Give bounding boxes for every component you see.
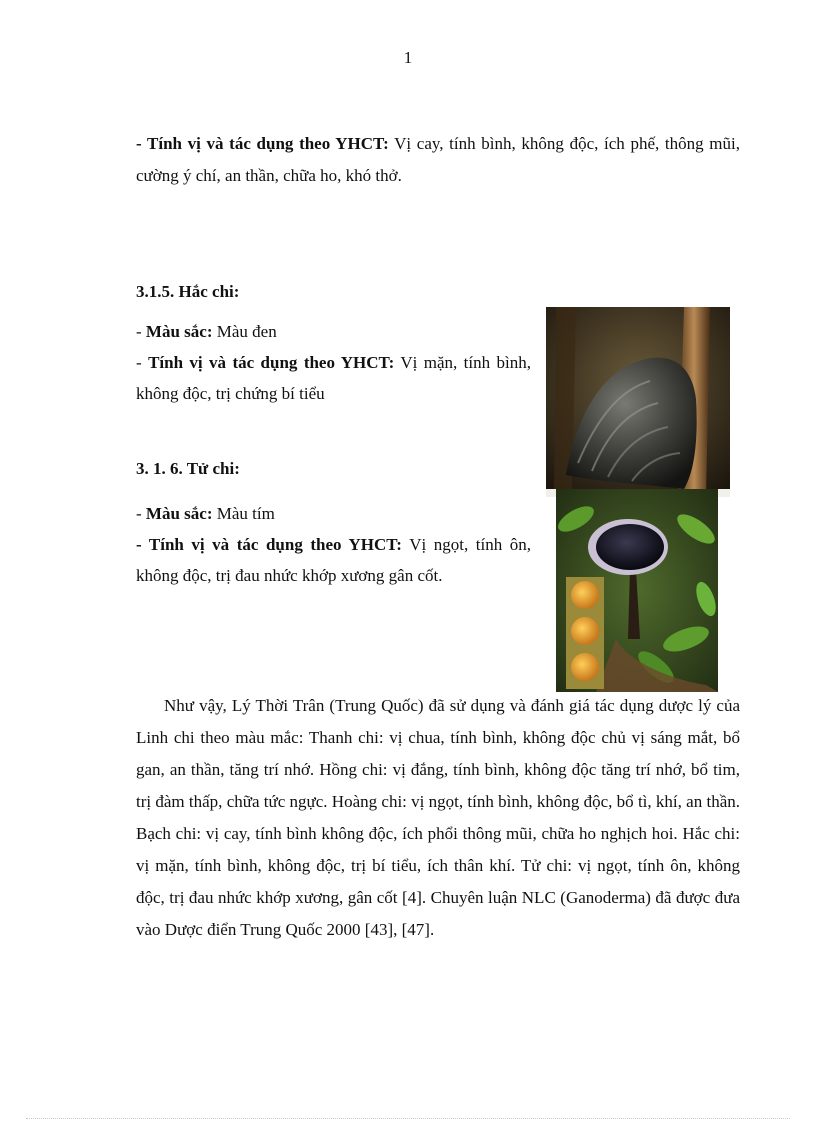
hac-chi-heading: 3.1.5. Hắc chi: (136, 282, 240, 301)
tu-chi-properties: - Tính vị và tác dụng theo YHCT: Vị ngọt, tính ôn, không độc, trị đau nhức khớp xương gân cốt. (136, 535, 531, 585)
color-value: Màu tím (212, 504, 275, 523)
summary-paragraph: Như vậy, Lý Thời Trân (Trung Quốc) đã sử dụng và đánh giá tác dụng dược lý của Linh chi theo màu mắc: Thanh chi: vị chua, tính bình, không độc chủ vị sáng mắt, bổ gan, an thần, tăng trí nhớ. Hồng chi: vị đắng, tính bình, không độc tăng trí nhớ, bổ tim, trị đàm thấp, chữa tức ngực. Hoàng chi: vị ngọt, tính bình, không độc, bổ tì, khí, an thần. Bạch chi: vị cay, tính bình không độc, ích phổi thông mũi, chữa ho nghịch hoi. Hắc chi: vị mặn, tính bình, không độc, trị bí tiểu, ích thân khí. Tử chi: vị ngọt, tính ôn, không độc, trị đau nhức khớp xương, gân cốt [4]. Chuyên luận NLC (Ganoderma) đã được đưa vào Dược điển Trung Quốc 2000 [43], [47]. (136, 696, 740, 939)
footer-rule (26, 1118, 790, 1119)
hac-chi-properties: - Tính vị và tác dụng theo YHCT: Vị mặn, tính bình, không độc, trị chứng bí tiểu (136, 353, 531, 403)
color-value: Màu đen (212, 322, 277, 341)
color-label: Màu sắc: (145, 322, 213, 341)
properties-text: Vị ngọt, tính ôn, không độc, trị đau nhức khớp xương gân cốt. (136, 535, 531, 585)
properties-label: Tính vị và tác dụng theo YHCT: (148, 535, 402, 554)
bach-chi-properties (136, 128, 740, 192)
hac-chi-color: - Màu sắc: Màu đen (136, 322, 277, 341)
tu-chi-heading: 3. 1. 6. Tử chi: (136, 459, 240, 478)
properties-label: Tính vị và tác dụng theo YHCT: (148, 353, 395, 372)
properties-text: Vị mặn, tính bình, không độc, trị chứng bí tiểu (136, 353, 531, 403)
hac-chi-details (136, 316, 531, 409)
color-label: Màu sắc: (145, 504, 213, 523)
properties-text: Vị cay, tính bình, không độc, ích phế, thông mũi, cường ý chí, an thần, chữa ho, khó thở. (136, 134, 740, 185)
page-number: 1 (403, 48, 413, 67)
hac-chi-mushroom-photo (546, 307, 730, 497)
tu-chi-details (136, 498, 531, 591)
tu-chi-color: - Màu sắc: Màu tím (136, 504, 275, 523)
properties-label: - Tính vị và tác dụng theo YHCT: (136, 134, 389, 153)
tu-chi-mushroom-photo (556, 489, 718, 692)
